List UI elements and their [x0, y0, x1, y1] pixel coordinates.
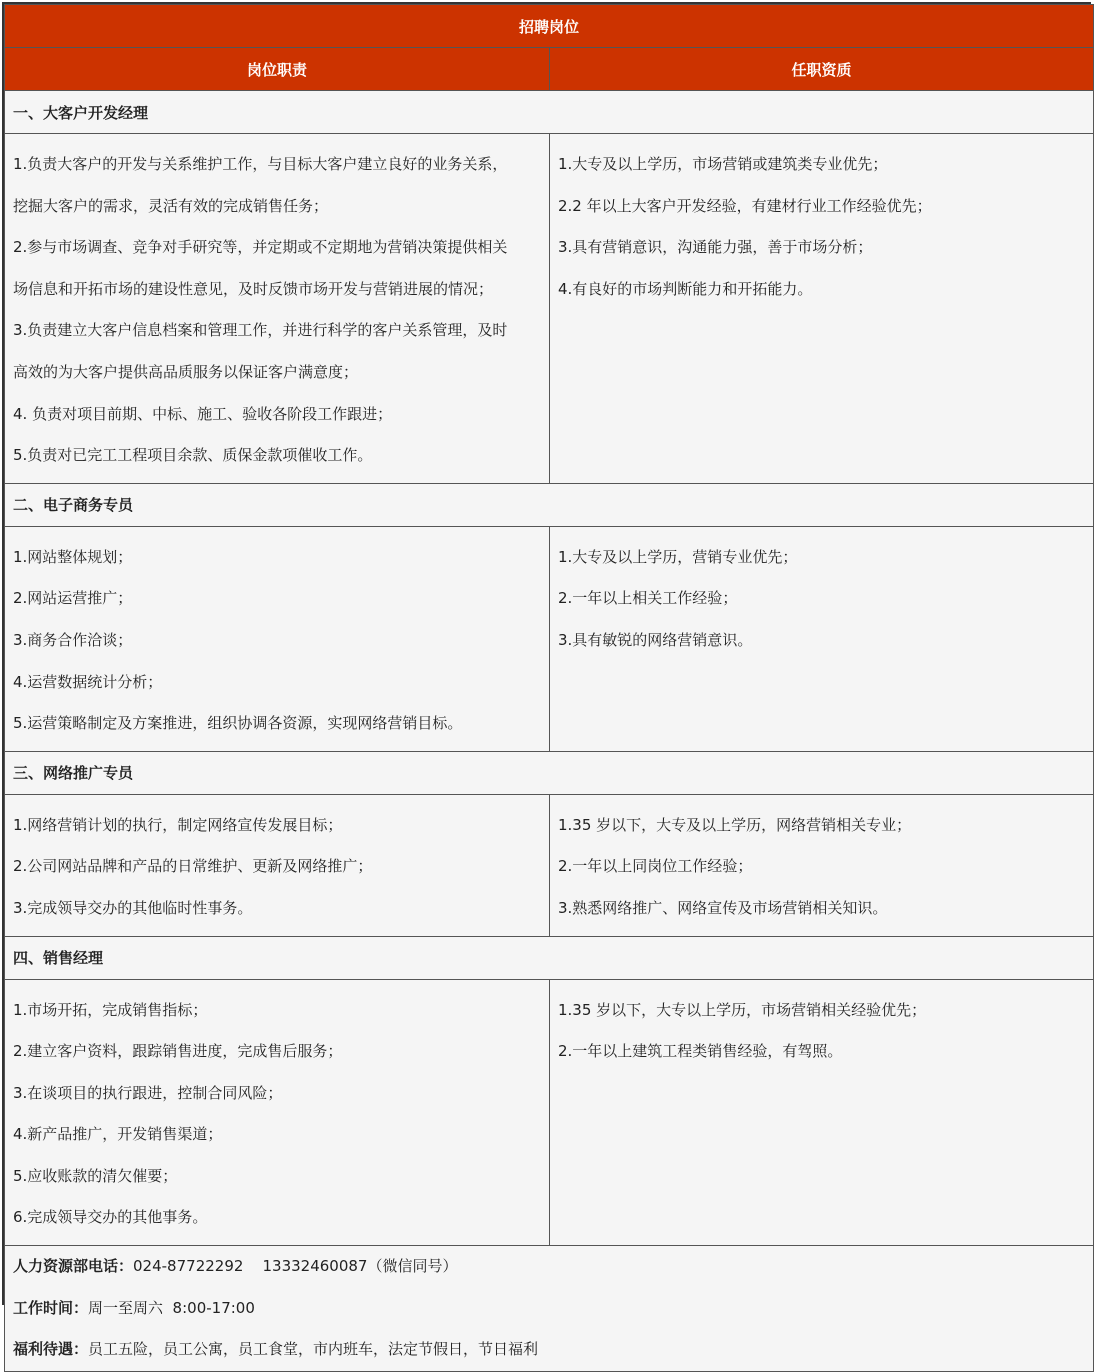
work-hours-line: [13, 1288, 1085, 1330]
duty-cell: [5, 979, 550, 1246]
qualification-item: 2.一年以上相关工作经验；: [558, 589, 738, 608]
qualification-item: 1.35 岁以下，大专以上学历，市场营销相关经验优先；: [558, 1000, 927, 1019]
position-detail-row: [5, 794, 1094, 936]
qualification-item: 2.2 年以上大客户开发经验，有建材行业工作经验优先；: [558, 196, 932, 215]
duty-item: 4.新产品推广，开发销售渠道；: [13, 1125, 223, 1144]
qualification-item: 1.大专及以上学历，营销专业优先；: [558, 547, 798, 566]
benefits-label: 福利待遇：: [13, 1340, 89, 1359]
duty-cell: [5, 134, 550, 484]
qualification-item: 2.一年以上建筑工程类销售经验，有驾照。: [558, 1042, 843, 1061]
position-title: 二、电子商务专员: [5, 483, 1094, 526]
position-heading-row: [5, 751, 1094, 794]
position-heading-row: [5, 936, 1094, 979]
contact-info-row: [5, 1246, 1094, 1372]
qualification-item: 3.具有营销意识，沟通能力强，善于市场分析；: [558, 238, 873, 257]
qualification-item: 3.具有敏锐的网络营销意识。: [558, 630, 753, 649]
duty-item: 2.公司网站品牌和产品的日常维护、更新及网络推广；: [13, 857, 373, 876]
work-hours-value: 周一至周六 8:00-17:00: [88, 1298, 255, 1317]
qualification-cell: [550, 794, 1094, 936]
benefits-line: [13, 1329, 1085, 1371]
recruitment-table-frame: [2, 2, 1091, 1359]
table-title: 招聘岗位: [5, 5, 1094, 48]
work-hours-label: 工作时间：: [13, 1298, 89, 1317]
position-detail-row: [5, 979, 1094, 1246]
duty-item: 4. 负责对项目前期、中标、施工、验收各阶段工作跟进；: [13, 404, 393, 423]
duty-item: 3.完成领导交办的其他临时性事务。: [13, 898, 253, 917]
position-title: 一、大客户开发经理: [5, 91, 1094, 134]
duty-cell: [5, 526, 550, 751]
duty-item: 1.市场开拓，完成销售指标；: [13, 1000, 208, 1019]
duty-cell: [5, 794, 550, 936]
duty-item: 3.商务合作洽谈；: [13, 630, 133, 649]
duty-item: 5.应收账款的清欠催要；: [13, 1166, 178, 1185]
table-title-row: [5, 5, 1094, 48]
duty-item: 高效的为大客户提供高品质服务以保证客户满意度；: [13, 362, 359, 381]
position-detail-row: [5, 134, 1094, 484]
duty-item: 1.网络营销计划的执行，制定网络宣传发展目标；: [13, 815, 343, 834]
recruitment-table: [4, 4, 1094, 1372]
duty-item: 2.建立客户资料，跟踪销售进度，完成售后服务；: [13, 1042, 343, 1061]
duty-item: 2.网站运营推广；: [13, 589, 133, 608]
duty-item: 场信息和开拓市场的建设性意见，及时反馈市场开发与营销进展的情况；: [13, 279, 494, 298]
duty-item: 3.在谈项目的执行跟进，控制合同风险；: [13, 1083, 283, 1102]
duty-item: 3.负责建立大客户信息档案和管理工作，并进行科学的客户关系管理，及时: [13, 321, 508, 340]
hr-phone-value: 024-87722292 13332460087（微信同号）: [133, 1257, 458, 1276]
qualification-item: 2.一年以上同岗位工作经验；: [558, 857, 753, 876]
duty-item: 6.完成领导交办的其他事务。: [13, 1208, 208, 1227]
duty-item: 5.运营策略制定及方案推进，组织协调各资源，实现网络营销目标。: [13, 714, 463, 733]
position-heading-row: [5, 91, 1094, 134]
duty-item: 1.负责大客户的开发与关系维护工作，与目标大客户建立良好的业务关系，: [13, 155, 508, 173]
qualification-cell: [550, 134, 1094, 484]
position-heading-row: [5, 483, 1094, 526]
column-header-row: [5, 48, 1094, 91]
qualification-cell: [550, 526, 1094, 751]
contact-info-cell: [5, 1246, 1094, 1372]
qualification-item: 1.大专及以上学历，市场营销或建筑类专业优先；: [558, 155, 888, 173]
duty-item: 2.参与市场调查、竞争对手研究等，并定期或不定期地为营销决策提供相关: [13, 238, 508, 257]
column-header-duty: 岗位职责: [5, 48, 550, 91]
duty-item: 5.负责对已完工工程项目余款、质保金款项催收工作。: [13, 446, 373, 465]
position-title: 三、网络推广专员: [5, 751, 1094, 794]
column-header-qualification: 任职资质: [550, 48, 1094, 91]
duty-item: 4.运营数据统计分析；: [13, 672, 163, 691]
qualification-cell: [550, 979, 1094, 1246]
position-title: 四、销售经理: [5, 936, 1094, 979]
qualification-item: 3.熟悉网络推广、网络宣传及市场营销相关知识。: [558, 898, 888, 917]
qualification-item: 1.35 岁以下，大专及以上学历，网络营销相关专业；: [558, 815, 912, 834]
hr-phone-line: [13, 1246, 1085, 1288]
qualification-item: 4.有良好的市场判断能力和开拓能力。: [558, 279, 813, 298]
duty-item: 1.网站整体规划；: [13, 547, 133, 566]
benefits-value: 员工五险，员工公寓，员工食堂，市内班车，法定节假日，节日福利: [88, 1340, 539, 1359]
duty-item: 挖掘大客户的需求，灵活有效的完成销售任务；: [13, 196, 329, 215]
hr-phone-label: 人力资源部电话：: [13, 1257, 134, 1276]
position-detail-row: [5, 526, 1094, 751]
